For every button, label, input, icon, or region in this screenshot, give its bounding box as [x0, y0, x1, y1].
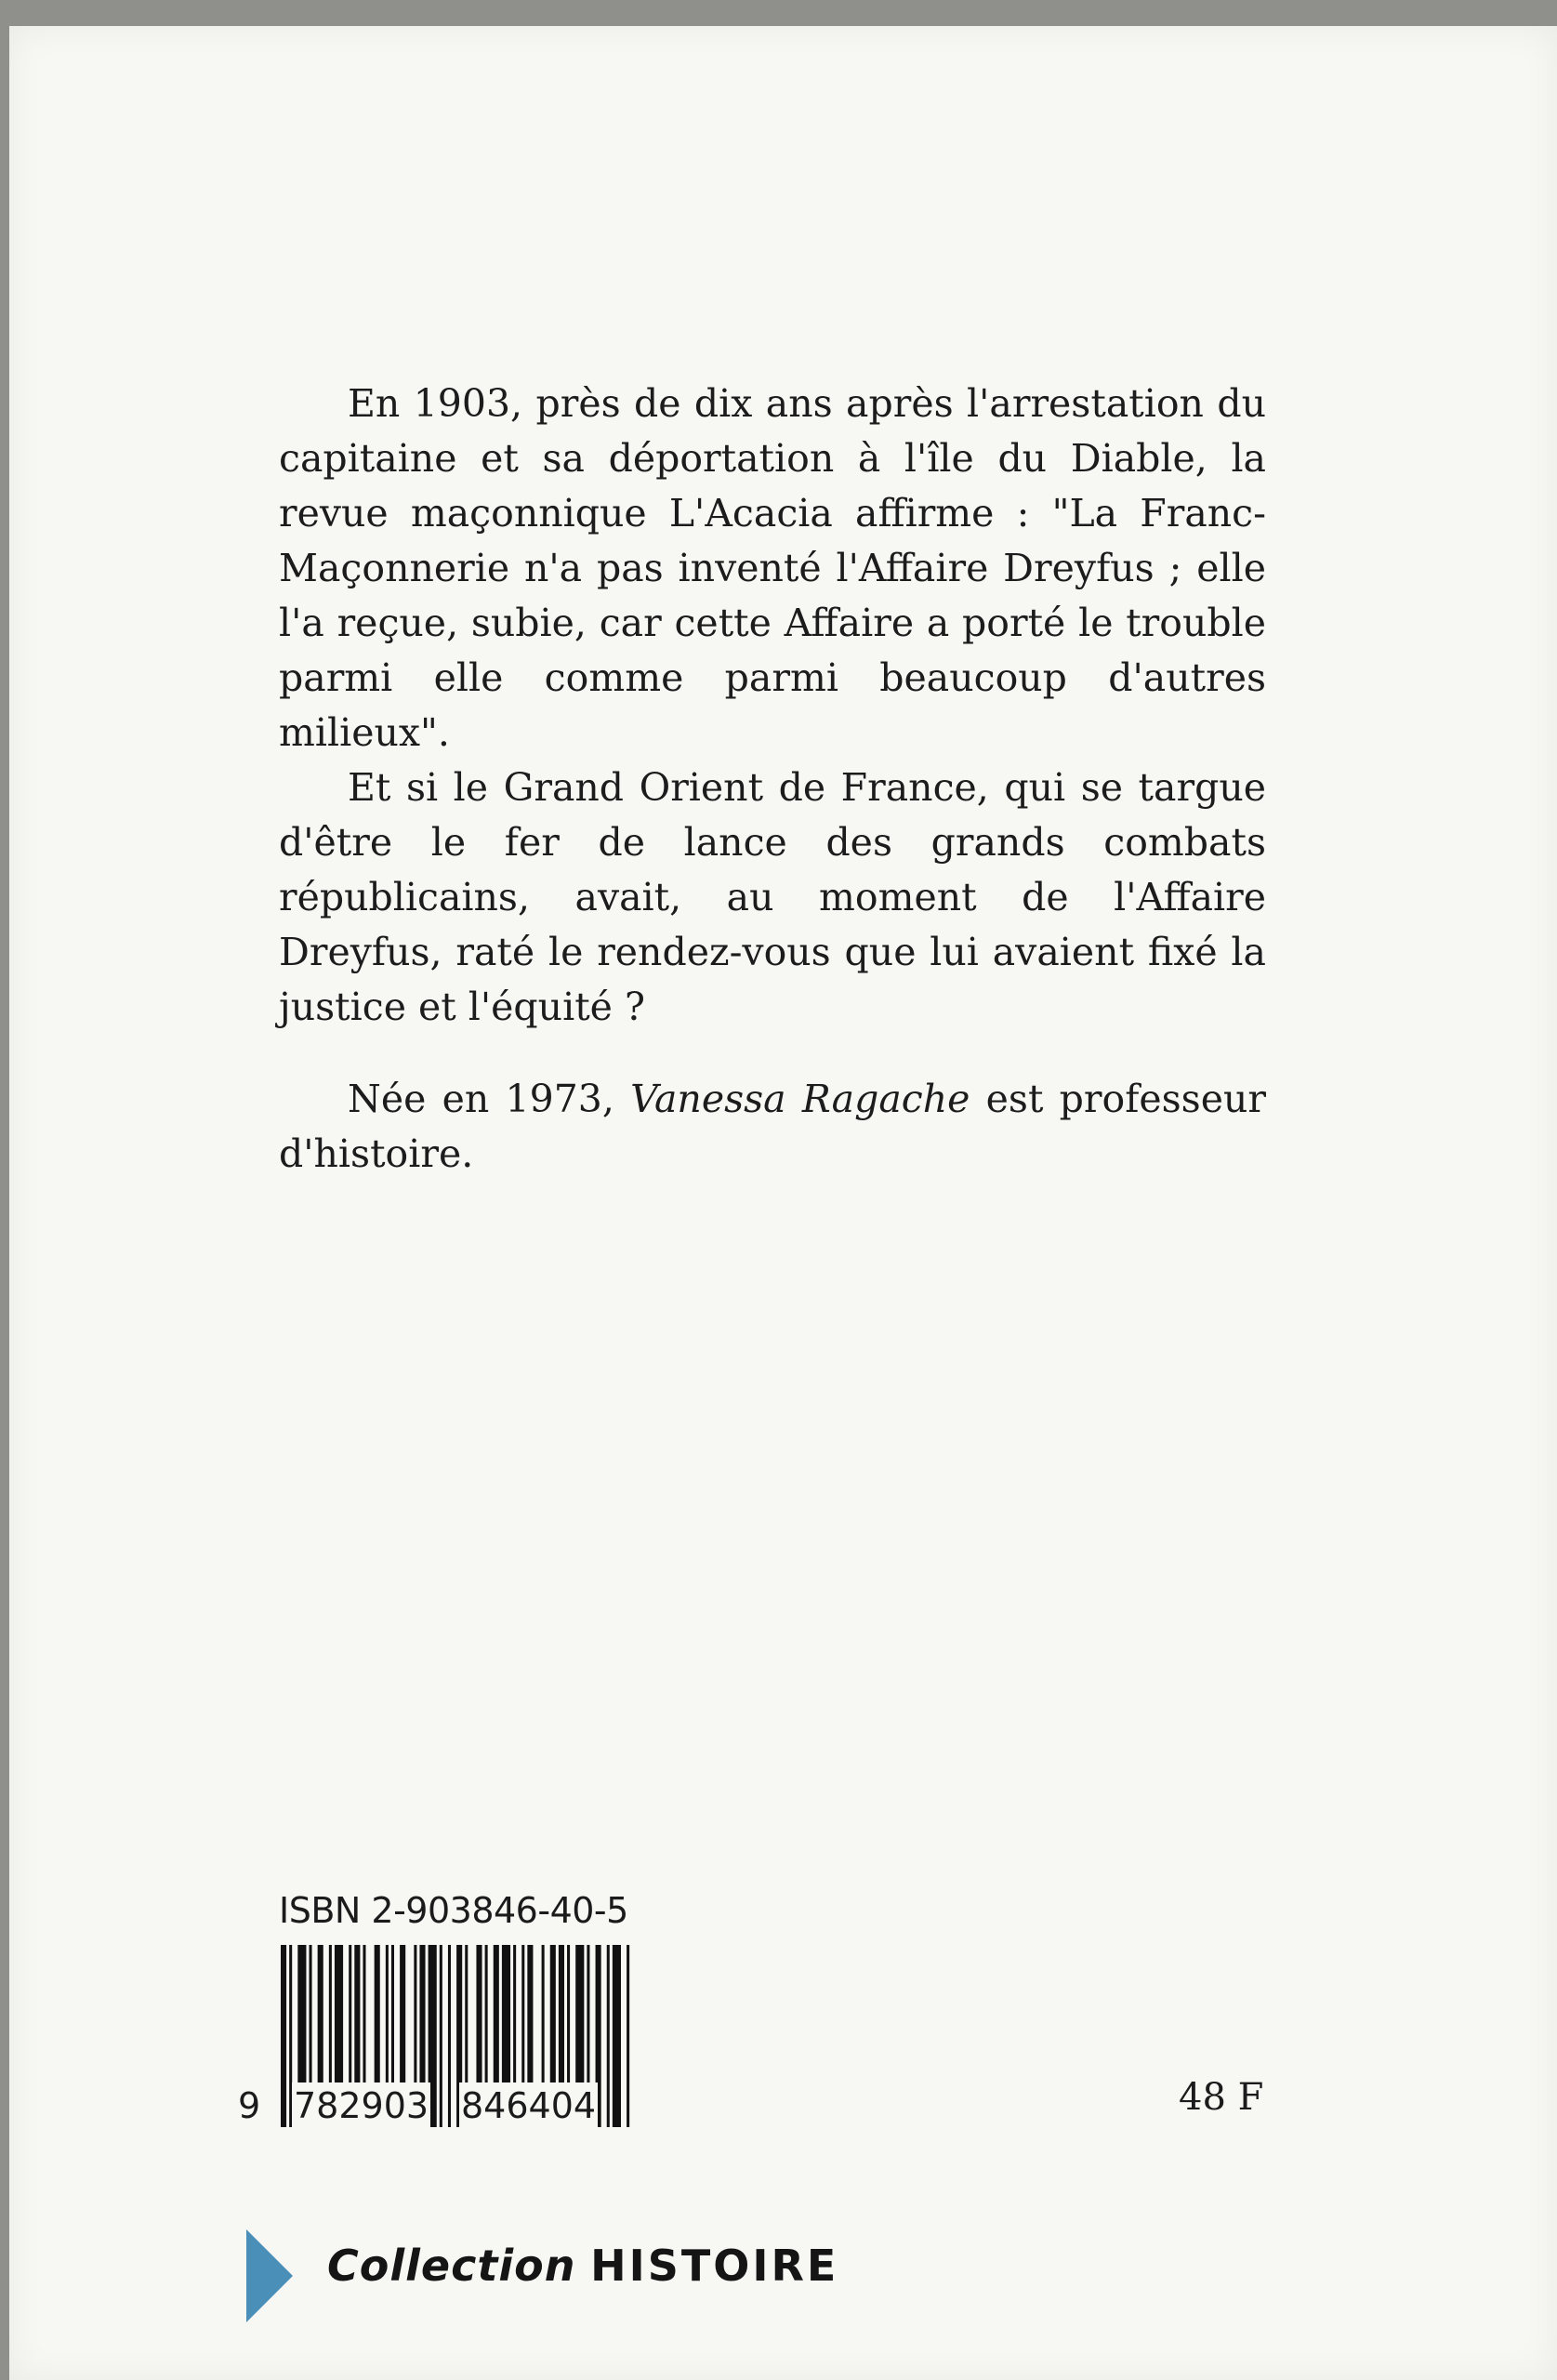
barcode-right-group: 846404	[459, 2082, 598, 2129]
barcode-left-group: 782903	[292, 2082, 430, 2129]
author-name: Vanessa Ragache	[630, 1077, 970, 1121]
collection-arrow-shape	[246, 2229, 293, 2322]
collection-label	[327, 2241, 838, 2291]
collection-word: Collection	[327, 2241, 576, 2291]
blurb-text	[279, 377, 1266, 1182]
blurb-paragraph-2: Et si le Grand Orient de France, qui se targue d'être le fer de lance des grands combats républicains, avait, au moment de l'Affaire Dreyfus, raté le rendez-vous que lui avaient fixé la justice et l'équité ?	[279, 765, 1266, 1029]
author-note-after: est professeur d'histoire.	[279, 1077, 1266, 1176]
barcode-digits	[236, 2082, 645, 2129]
collection-name: HISTOIRE	[590, 2241, 839, 2291]
price: 48 F	[1179, 2076, 1264, 2119]
isbn-label: ISBN 2-903846-40-5	[279, 1890, 628, 1931]
collection-arrow-icon	[246, 2229, 293, 2322]
blurb-paragraph-1: En 1903, près de dix ans après l'arrestation du capitaine et sa déportation à l'île du Diable, la revue maçonnique L'Acacia affirme : "La Franc-Maçonnerie n'a pas inventé l'Affaire Dreyfus ; elle l'a reçue, subie, car cette Affaire a porté le trouble parmi elle comme parmi beaucoup d'autres milieux".	[279, 381, 1266, 755]
barcode-first-digit: 9	[236, 2082, 262, 2129]
author-note	[279, 1072, 1266, 1182]
author-note-before: Née en 1973,	[348, 1077, 631, 1121]
